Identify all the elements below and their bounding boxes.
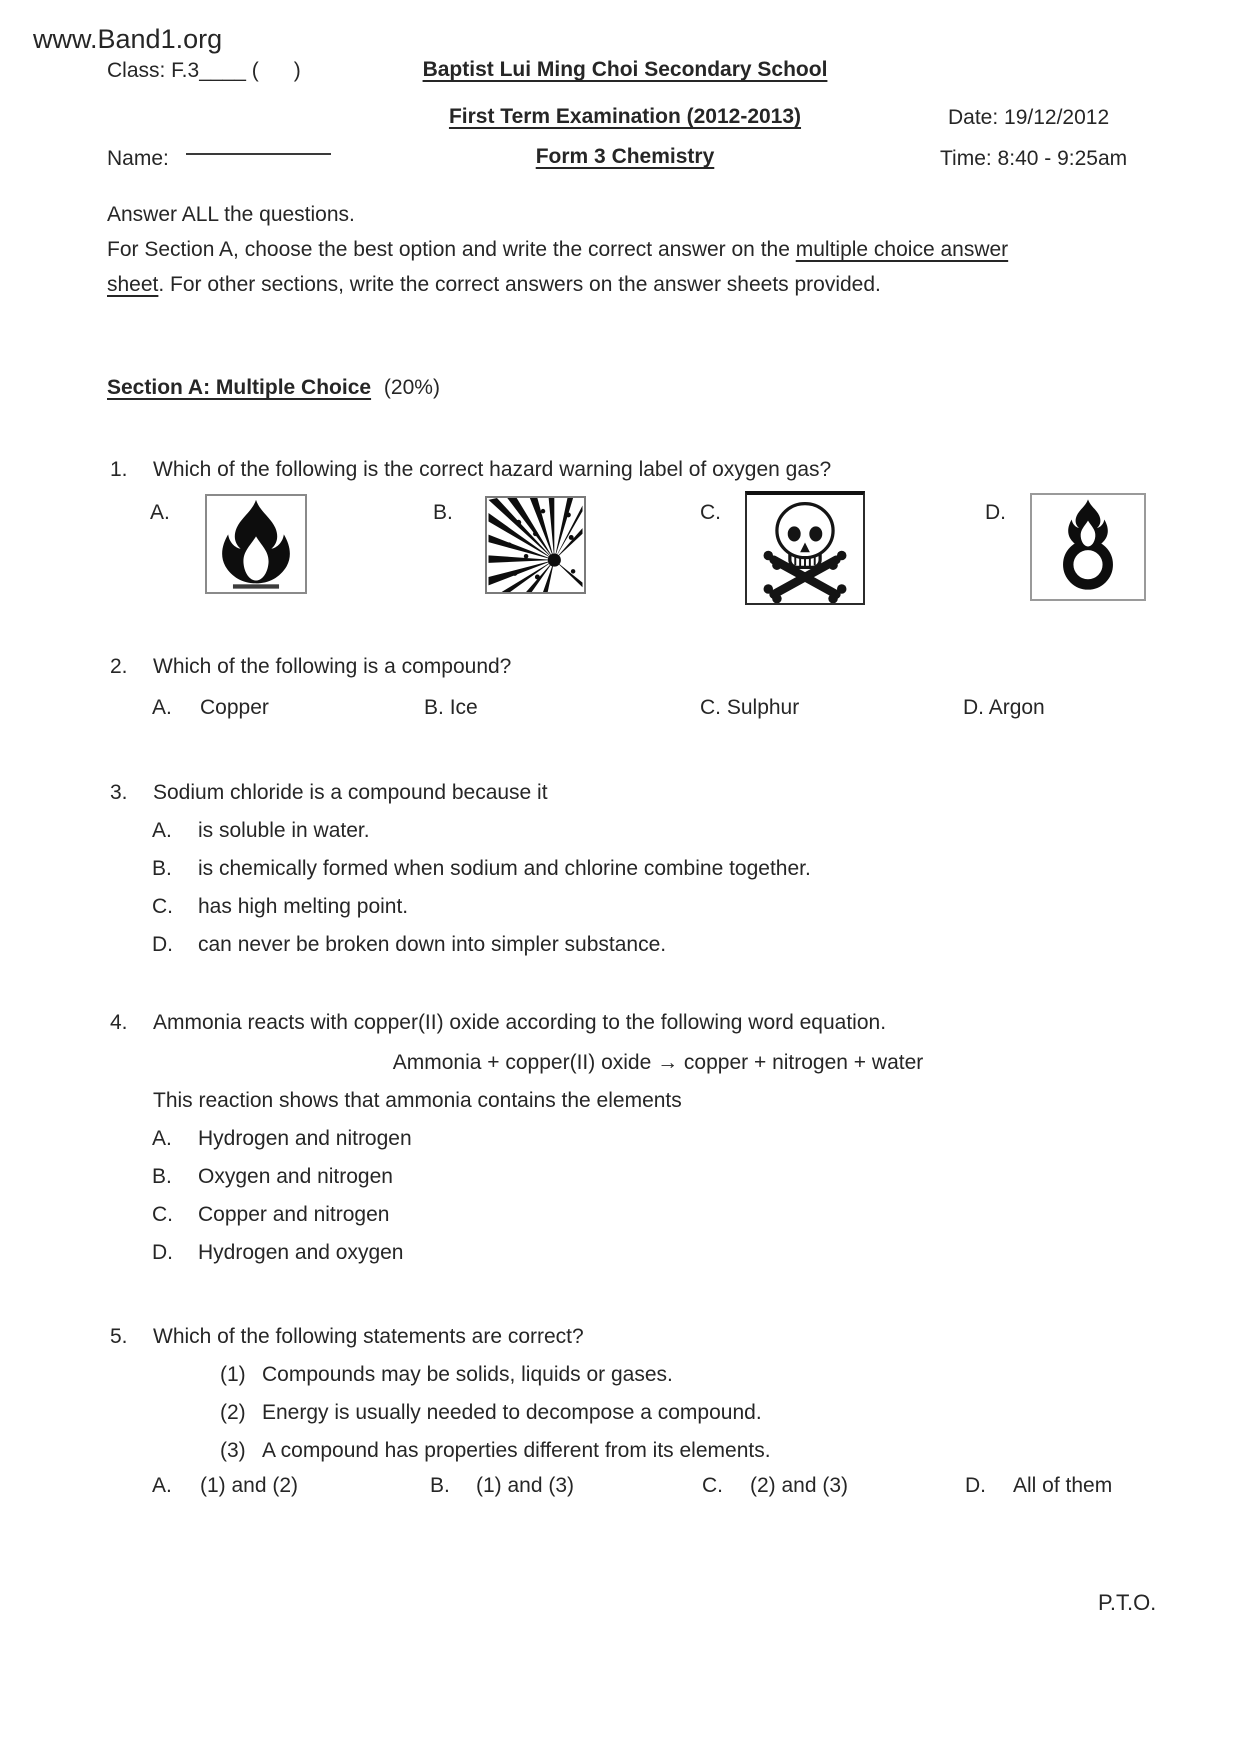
q5-option-b-text: (1) and (3) — [476, 1474, 575, 1497]
q5-option-c-text: (2) and (3) — [750, 1474, 849, 1497]
q3-option-c-text: has high melting point. — [198, 895, 409, 918]
q1-option-b-letter: B. — [433, 501, 453, 524]
q5-statement-1-text: Compounds may be solids, liquids or gases. — [262, 1363, 673, 1386]
q4-option-d-letter: D. — [152, 1241, 173, 1264]
instruction-line-3 — [107, 272, 881, 297]
instruction-line-1: Answer ALL the questions. — [107, 203, 355, 226]
instruction-line-2-text: For Section A, choose the best option and write the correct answer on the — [107, 238, 796, 261]
flammable-icon — [205, 494, 307, 594]
q3-option-b-text: is chemically formed when sodium and chlorine combine together. — [198, 857, 811, 880]
q5-option-a-text: (1) and (2) — [200, 1474, 299, 1497]
q4-option-a-letter: A. — [152, 1127, 172, 1150]
q1-option-d-letter: D. — [985, 501, 1006, 524]
instruction-line-3-underlined: sheet — [107, 273, 159, 296]
q5-text: Which of the following statements are correct? — [153, 1325, 584, 1348]
school-name: Baptist Lui Ming Choi Secondary School — [422, 58, 828, 81]
q5-statement-2-text: Energy is usually needed to decompose a compound. — [262, 1401, 762, 1424]
class-field: Class: F.3____ ( ) — [107, 59, 301, 82]
q5-statement-3-number: (3) — [220, 1439, 246, 1462]
q1-option-c-letter: C. — [700, 501, 721, 524]
pto-label: P.T.O. — [1098, 1590, 1157, 1615]
q4-text: Ammonia reacts with copper(II) oxide according to the following word equation. — [153, 1011, 887, 1034]
exam-time: Time: 8:40 - 9:25am — [940, 147, 1128, 170]
q4-option-d-text: Hydrogen and oxygen — [198, 1241, 404, 1264]
q4-option-b-text: Oxygen and nitrogen — [198, 1165, 393, 1188]
q4-option-b-letter: B. — [152, 1165, 172, 1188]
subject-title: Form 3 Chemistry — [535, 145, 715, 168]
q1-number: 1. — [110, 458, 128, 481]
watermark-url: www.Band1.org — [33, 24, 223, 54]
q5-statement-1-number: (1) — [220, 1363, 246, 1386]
q2-option-c-letter: C. — [700, 696, 721, 719]
q3-option-a-letter: A. — [152, 819, 172, 842]
q3-option-d-text: can never be broken down into simpler substance. — [198, 933, 667, 956]
q5-statement-3-text: A compound has properties different from its elements. — [262, 1439, 771, 1462]
q5-option-a-letter: A. — [152, 1474, 172, 1497]
section-a-title: Section A: Multiple Choice — [107, 376, 372, 399]
q2-option-a-letter: A. — [152, 696, 172, 719]
school-name-row — [120, 57, 1130, 82]
q5-number: 5. — [110, 1325, 128, 1348]
q2-option-b — [424, 695, 478, 720]
q5-option-b-letter: B. — [430, 1474, 450, 1497]
exam-date: Date: 19/12/2012 — [948, 106, 1110, 129]
q2-option-c-text: Sulphur — [726, 696, 800, 719]
q2-option-b-text: Ice — [449, 696, 478, 719]
q3-option-a-text: is soluble in water. — [198, 819, 370, 842]
q3-option-d-letter: D. — [152, 933, 173, 956]
instruction-line-2-underlined: multiple choice answer — [795, 238, 1009, 261]
oxidising-icon — [1030, 493, 1146, 601]
q2-option-b-letter: B. — [424, 696, 444, 719]
toxic-icon — [745, 491, 865, 605]
q3-option-c-letter: C. — [152, 895, 173, 918]
section-a-heading — [107, 375, 440, 400]
exam-title: First Term Examination (2012-2013) — [448, 105, 802, 128]
q4-word-equation: Ammonia + copper(II) oxide → copper + nitrogen + water — [392, 1051, 924, 1074]
q5-option-d-letter: D. — [965, 1474, 986, 1497]
q2-text: Which of the following is a compound? — [153, 655, 512, 678]
q5-option-d-text: All of them — [1013, 1474, 1113, 1497]
q3-option-b-letter: B. — [152, 857, 172, 880]
q4-followup: This reaction shows that ammonia contains the elements — [153, 1089, 682, 1112]
q4-option-c-letter: C. — [152, 1203, 173, 1226]
q5-option-c-letter: C. — [702, 1474, 723, 1497]
q2-number: 2. — [110, 655, 128, 678]
q4-option-c-text: Copper and nitrogen — [198, 1203, 390, 1226]
q1-option-a-letter: A. — [150, 501, 170, 524]
q2-option-d-text: Argon — [988, 696, 1045, 719]
q3-text: Sodium chloride is a compound because it — [153, 781, 548, 804]
q5-statement-2-number: (2) — [220, 1401, 246, 1424]
instruction-line-3-text: . For other sections, write the correct answers on the answer sheets provided. — [158, 273, 881, 296]
explosive-icon — [485, 496, 586, 594]
q2-option-c — [700, 695, 799, 720]
q2-option-d-letter: D. — [963, 696, 984, 719]
q4-option-a-text: Hydrogen and nitrogen — [198, 1127, 412, 1150]
section-a-weight: (20%) — [383, 376, 440, 399]
instruction-line-2 — [107, 237, 1008, 262]
q2-option-a-text: Copper — [200, 696, 269, 719]
q4-number: 4. — [110, 1011, 128, 1034]
q3-number: 3. — [110, 781, 128, 804]
name-label: Name: — [107, 147, 169, 170]
q1-text: Which of the following is the correct hazard warning label of oxygen gas? — [153, 458, 832, 481]
q2-option-d — [963, 695, 1045, 720]
